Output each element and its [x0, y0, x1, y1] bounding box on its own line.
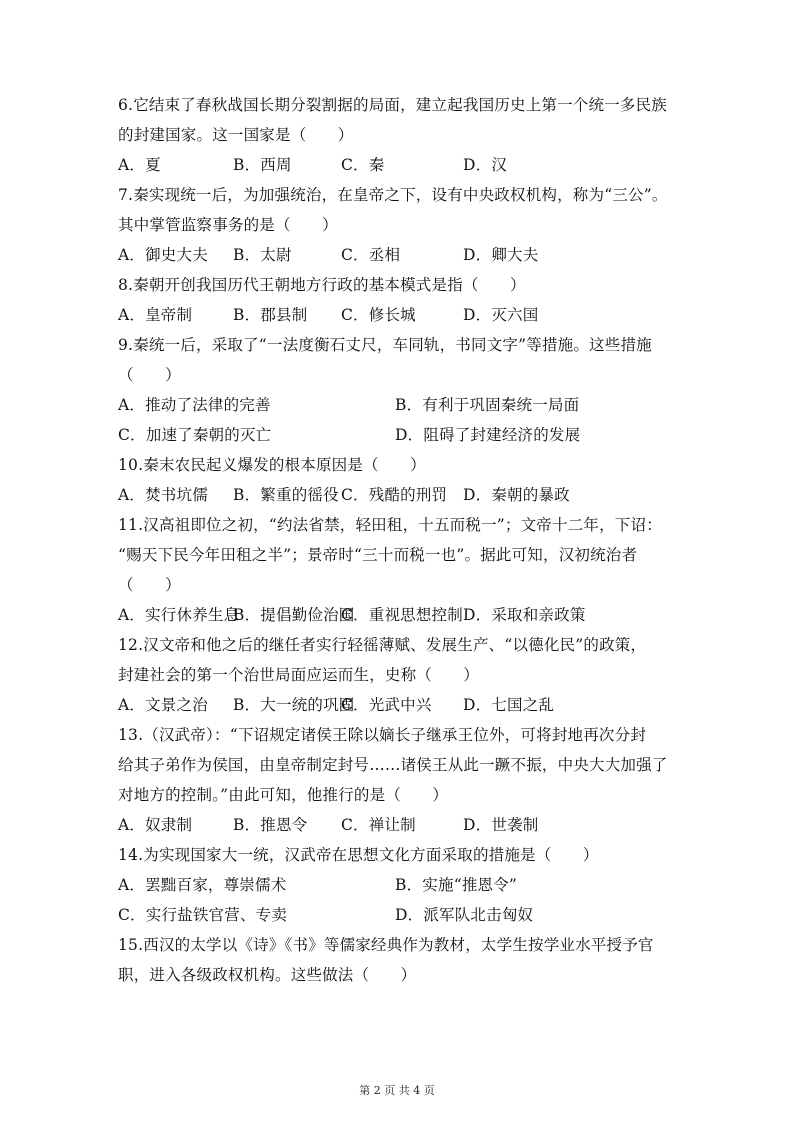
option-b[interactable]: B．繁重的徭役 [233, 486, 339, 504]
question-list [118, 90, 688, 990]
option-b[interactable]: B．提倡勤俭治国 [233, 606, 355, 624]
option-a[interactable]: A．御史大夫 [118, 246, 208, 264]
question-block [118, 510, 688, 630]
option-row [118, 420, 688, 450]
option-c[interactable]: C．实行盐铁官营、专卖 [118, 906, 288, 924]
question-block [118, 90, 688, 180]
option-c[interactable]: C．残酷的刑罚 [341, 486, 448, 504]
option-row [118, 150, 688, 180]
option-b[interactable]: B．实施“推恩令” [395, 876, 518, 894]
option-row [118, 900, 688, 930]
option-a[interactable]: A．实行休养生息 [118, 606, 240, 624]
option-a[interactable]: A．罢黜百家，尊崇儒术 [118, 876, 287, 894]
option-d[interactable]: D．采取和亲政策 [463, 606, 586, 624]
option-c[interactable]: C．修长城 [341, 306, 416, 324]
question-stem-line: 15.西汉的太学以《诗》《书》等儒家经典作为教材，太学生按学业水平授予官 [118, 936, 654, 954]
question-block [118, 630, 688, 720]
option-d[interactable]: D．秦朝的暴政 [463, 486, 570, 504]
question-block [118, 450, 688, 510]
option-d[interactable]: D．世袭制 [463, 816, 539, 834]
question-stem-line: 其中掌管监察事务的是（ ） [118, 216, 338, 234]
question-stem-line: 职，进入各级政权机构。这些做法（ ） [118, 966, 417, 984]
option-row [118, 810, 688, 840]
question-block [118, 180, 688, 270]
question-block [118, 930, 688, 990]
option-d[interactable]: D．阻碍了封建经济的发展 [395, 426, 581, 444]
option-row [118, 390, 688, 420]
option-b[interactable]: B．郡县制 [233, 306, 308, 324]
option-b[interactable]: B．西周 [233, 156, 292, 174]
question-stem-line: （ ） [118, 576, 181, 594]
option-b[interactable]: B．推恩令 [233, 816, 308, 834]
question-block [118, 840, 688, 930]
option-a[interactable]: A．文景之治 [118, 696, 208, 714]
question-stem-line: 的封建国家。这一国家是（ ） [118, 126, 354, 144]
option-c[interactable]: C．重视思想控制 [341, 606, 463, 624]
option-a[interactable]: A．夏 [118, 156, 161, 174]
option-c[interactable]: C．加速了秦朝的灭亡 [118, 426, 272, 444]
option-b[interactable]: B．大一统的巩固 [233, 696, 355, 714]
question-stem-line: 14.为实现国家大一统，汉武帝在思想文化方面采取的措施是（ ） [118, 846, 599, 864]
option-b[interactable]: B．太尉 [233, 246, 292, 264]
option-d[interactable]: D．灭六国 [463, 306, 539, 324]
option-c[interactable]: C．秦 [341, 156, 385, 174]
option-row [118, 870, 688, 900]
option-a[interactable]: A．推动了法律的完善 [118, 396, 271, 414]
question-stem-line: 封建社会的第一个治世局面应运而生，史称（ ） [118, 666, 480, 684]
option-row [118, 600, 688, 630]
question-stem-line: 10.秦末农民起义爆发的根本原因是（ ） [118, 456, 426, 474]
question-stem-line: 给其子弟作为侯国，由皇帝制定封号……诸侯王从此一蹶不振，中央大大加强了 [118, 756, 668, 774]
option-b[interactable]: B．有利于巩固秦统一局面 [395, 396, 580, 414]
option-d[interactable]: D．七国之乱 [463, 696, 555, 714]
question-block [118, 720, 688, 840]
question-stem-line: 8.秦朝开创我国历代王朝地方行政的基本模式是指（ ） [118, 276, 526, 294]
option-row [118, 240, 688, 270]
option-d[interactable]: D．汉 [463, 156, 508, 174]
question-stem-line: 7.秦实现统一后，为加强统治，在皇帝之下，设有中央政权机构，称为“三公”。 [118, 186, 668, 204]
option-c[interactable]: C．禅让制 [341, 816, 416, 834]
question-block [118, 270, 688, 330]
option-row [118, 480, 688, 510]
page-footer: 第 2 页 共 4 页 [359, 1084, 435, 1097]
option-row [118, 690, 688, 720]
question-stem-line: 6.它结束了春秋战国长期分裂割据的局面，建立起我国历史上第一个统一多民族 [118, 96, 667, 114]
question-stem-line: 12.汉文帝和他之后的继任者实行轻徭薄赋、发展生产、“以德化民”的政策， [118, 636, 647, 654]
question-block [118, 330, 688, 450]
question-stem-line: “赐天下民今年田租之半”；景帝时“三十而税一也”。据此可知，汉初统治者 [118, 546, 638, 564]
option-c[interactable]: C．光武中兴 [341, 696, 432, 714]
option-c[interactable]: C．丞相 [341, 246, 401, 264]
option-a[interactable]: A．奴隶制 [118, 816, 193, 834]
question-stem-line: （ ） [118, 366, 181, 384]
question-stem-line: 11.汉高祖即位之初，“约法省禁，轻田租，十五而税一”；文帝十二年，下诏： [118, 516, 662, 534]
question-stem-line: 13.（汉武帝）：“下诏规定诸侯王除以嫡长子继承王位外，可将封地再次分封 [118, 726, 647, 744]
option-a[interactable]: A．焚书坑儒 [118, 486, 208, 504]
option-a[interactable]: A．皇帝制 [118, 306, 193, 324]
question-stem-line: 对地方的控制。”由此可知，他推行的是（ ） [118, 786, 449, 804]
question-stem-line: 9.秦统一后，采取了“一法度衡石丈尺，车同轨，书同文字”等措施。这些措施 [118, 336, 652, 354]
option-d[interactable]: D．派军队北击匈奴 [395, 906, 534, 924]
option-row [118, 300, 688, 330]
option-d[interactable]: D．卿大夫 [463, 246, 539, 264]
